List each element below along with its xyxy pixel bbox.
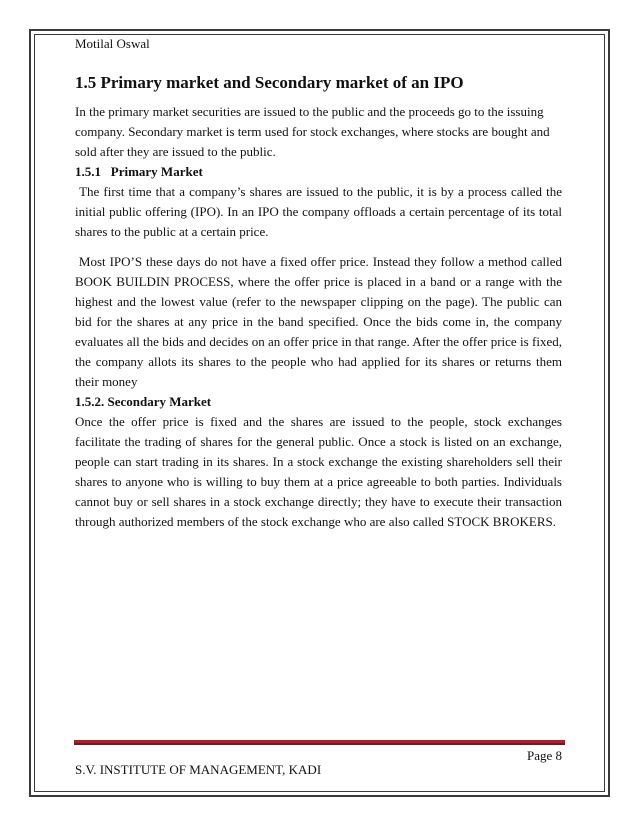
section-title: 1.5 Primary market and Secondary market of an IPO (75, 73, 464, 92)
secondary-market-paragraph-1: Once the offer price is fixed and the shares are issued to the people, stock exchanges facilitate the trading of shares for the general public. Once a stock is listed on an exchange, people can start trading in its shares. In a stock exchange the existing shareholders sell their shares to anyone who is willing to buy them at a price agreeable to both parties. Individuals cannot buy or sell shares in a stock exchange directly; they have to execute their transaction through authorized members of the stock exchange who are also called STOCK BROKERS. (75, 414, 562, 529)
primary-market-heading: 1.5.1 Primary Market (75, 164, 203, 179)
document-body (75, 72, 566, 532)
primary-market-paragraph-2: Most IPO’S these days do not have a fixed offer price. Instead they follow a method called BOOK BUILDIN PROCESS, where the offer price is placed in a band or a range with the highest and the lowest value (refer to the newspaper clipping on the page). The public can bid for the shares at any price in the band specified. Once the bids come in, the company evaluates all the bids and decides on an offer price in that range. After the offer price is fixed, the company allots its shares to the people who had applied for its shares or returns them their money (75, 254, 566, 389)
page-number: Page 8 (526, 748, 562, 763)
section-intro: In the primary market securities are issued to the public and the proceeds go to the issuing company. Secondary market is term used for stock exchanges, where stocks are bought and sold after they are issued to the public. (75, 104, 550, 159)
header-company: Motilal Oswal (75, 36, 150, 51)
primary-market-paragraph-1: The first time that a company’s shares are issued to the public, it is by a process called the initial public offering (IPO). In an IPO the company offloads a certain percentage of its total shares to the public at a certain price. (75, 184, 566, 239)
secondary-market-heading: 1.5.2. Secondary Market (75, 394, 212, 409)
footer-rule (74, 740, 565, 743)
footer-institute: S.V. INSTITUTE OF MANAGEMENT, KADI (75, 762, 322, 777)
